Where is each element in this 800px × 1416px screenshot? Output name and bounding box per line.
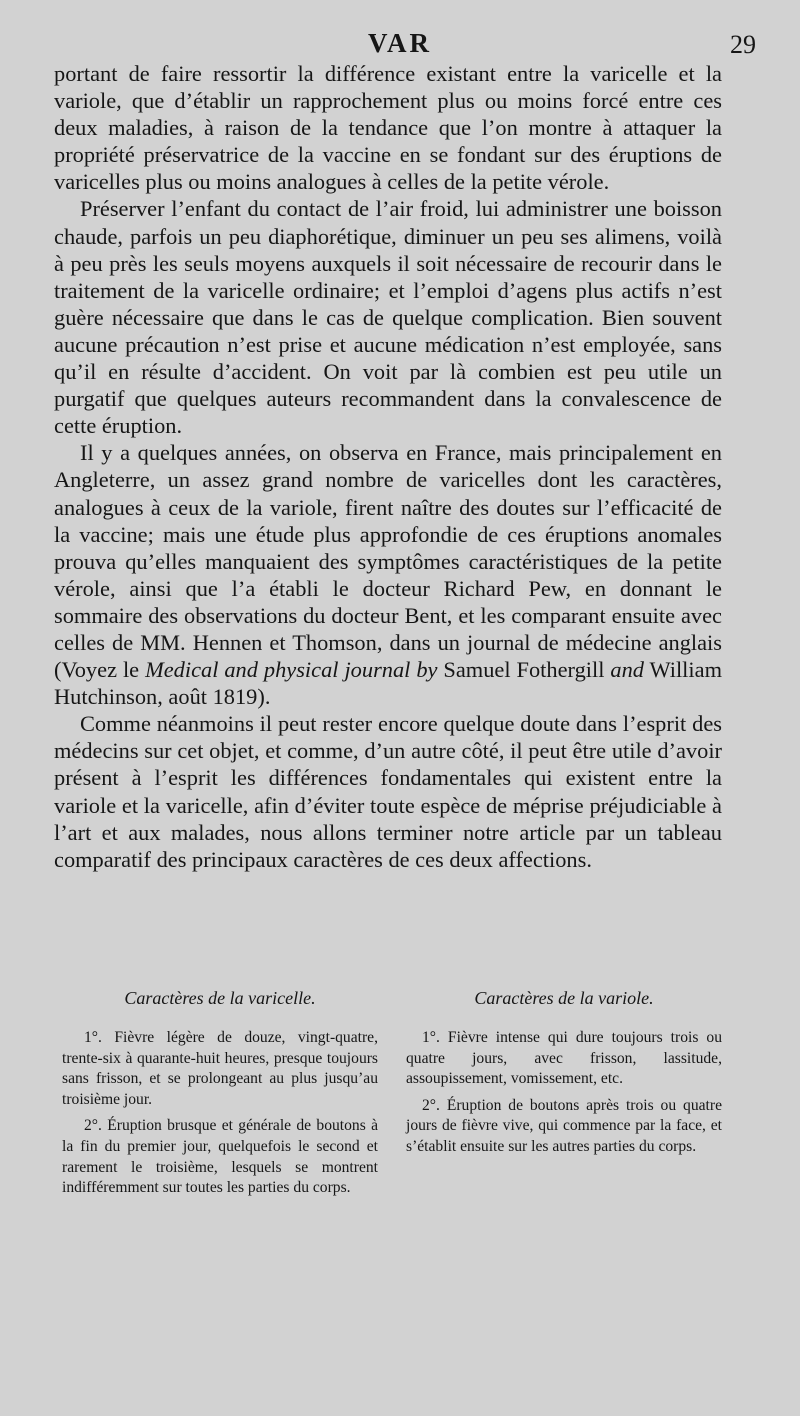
varicelle-item-1: 1°. Fièvre légère de douze, vingt-quatre, trente-six à quarante-huit heures, presque toujours sans frisson, et se prolongeant au plus jusqu’au troisième jour. (62, 1029, 378, 1108)
paragraph-2: Préserver l’enfant du contact de l’air froid, lui administrer une boisson chaude, parfois un peu diaphorétique, diminuer un peu ses alimens, voilà à peu près les seuls moyens auxquels il soit nécessaire de recourir dans le traitement de la varicelle ordinaire; et l’emploi d’agens plus actifs n’est guère nécessaire que dans le cas de quelque complication. Bien souvent aucune précaution n’est prise et aucune médication n’est employée, sans qu’il en résulte d’accident. On voit par là combien est peu utile un purgatif que quelques auteurs recommandent dans la convalescence de cette éruption. (54, 196, 722, 439)
variole-column-title: Caractères de la variole. (474, 988, 654, 1008)
variole-column (406, 986, 722, 1205)
comparison-table (62, 986, 722, 1205)
journal-title: Medical and physical journal by (145, 657, 438, 683)
page-number: 29 (730, 30, 756, 59)
paragraph-3-text-a: Il y a quelques années, on observa en France, mais principalement en Angleterre, un assez grand nombre de varicelles dont les caractères, analogues à ceux de la variole, firent naître des doutes sur l’efficacité de la vaccine; mais une étude plus approfondie de ces éruptions anomales prouva qu’elles manquaient des symptômes caractéristiques de la petite vérole, ainsi que l’a établi le docteur Richard Pew, en donnant le sommaire des observations du docteur Bent, et les comparant ensuite avec celles de MM. Hennen et Thomson, dans un journal de médecine anglais (Voyez le (54, 440, 722, 683)
paragraph-3-text-c: William Hutchinson, août 1819). (54, 657, 722, 710)
paragraph-3-text-b: Samuel Fothergill (437, 657, 611, 683)
varicelle-column-title: Caractères de la varicelle. (124, 988, 316, 1008)
paragraph-4: Comme néanmoins il peut rester encore quelque doute dans l’esprit des médecins sur cet objet, et comme, d’un autre côté, il peut être utile d’avoir présent à l’esprit les différences fondamentales qui existent entre la variole et la varicelle, afin d’éviter toute espèce de méprise préjudiciable à l’art et aux malades, nous allons terminer notre article par un tableau comparatif des principaux caractères de ces deux affections. (54, 711, 722, 872)
variole-item-1: 1°. Fièvre intense qui dure toujours trois ou quatre jours, avec frisson, lassitude, assoupissement, vomissement, etc. (406, 1029, 722, 1088)
body-text (54, 60, 722, 873)
varicelle-column (62, 986, 378, 1205)
journal-and: and (610, 657, 644, 683)
variole-item-2: 2°. Éruption de boutons après trois ou quatre jours de fièvre vive, qui commence par la face, et s’établit ensuite sur les autres parties du corps. (406, 1096, 722, 1155)
paragraph-3 (54, 439, 722, 710)
paragraph-1: portant de faire ressortir la différence existant entre la varicelle et la variole, que d’établir un rapprochement plus ou moins forcé entre ces deux maladies, à raison de la tendance que l’on montre à attaquer la propriété préservatrice de la vaccine en se fondant sur des éruptions de varicelles plus ou moins analogues à celles de la petite vérole. (54, 61, 722, 195)
running-head: VAR (367, 28, 432, 58)
varicelle-item-2: 2°. Éruption brusque et générale de boutons à la fin du premier jour, quelquefois le second et rarement le troisième, lesquels se montrent indifféremment sur toutes les parties du corps. (62, 1117, 378, 1197)
